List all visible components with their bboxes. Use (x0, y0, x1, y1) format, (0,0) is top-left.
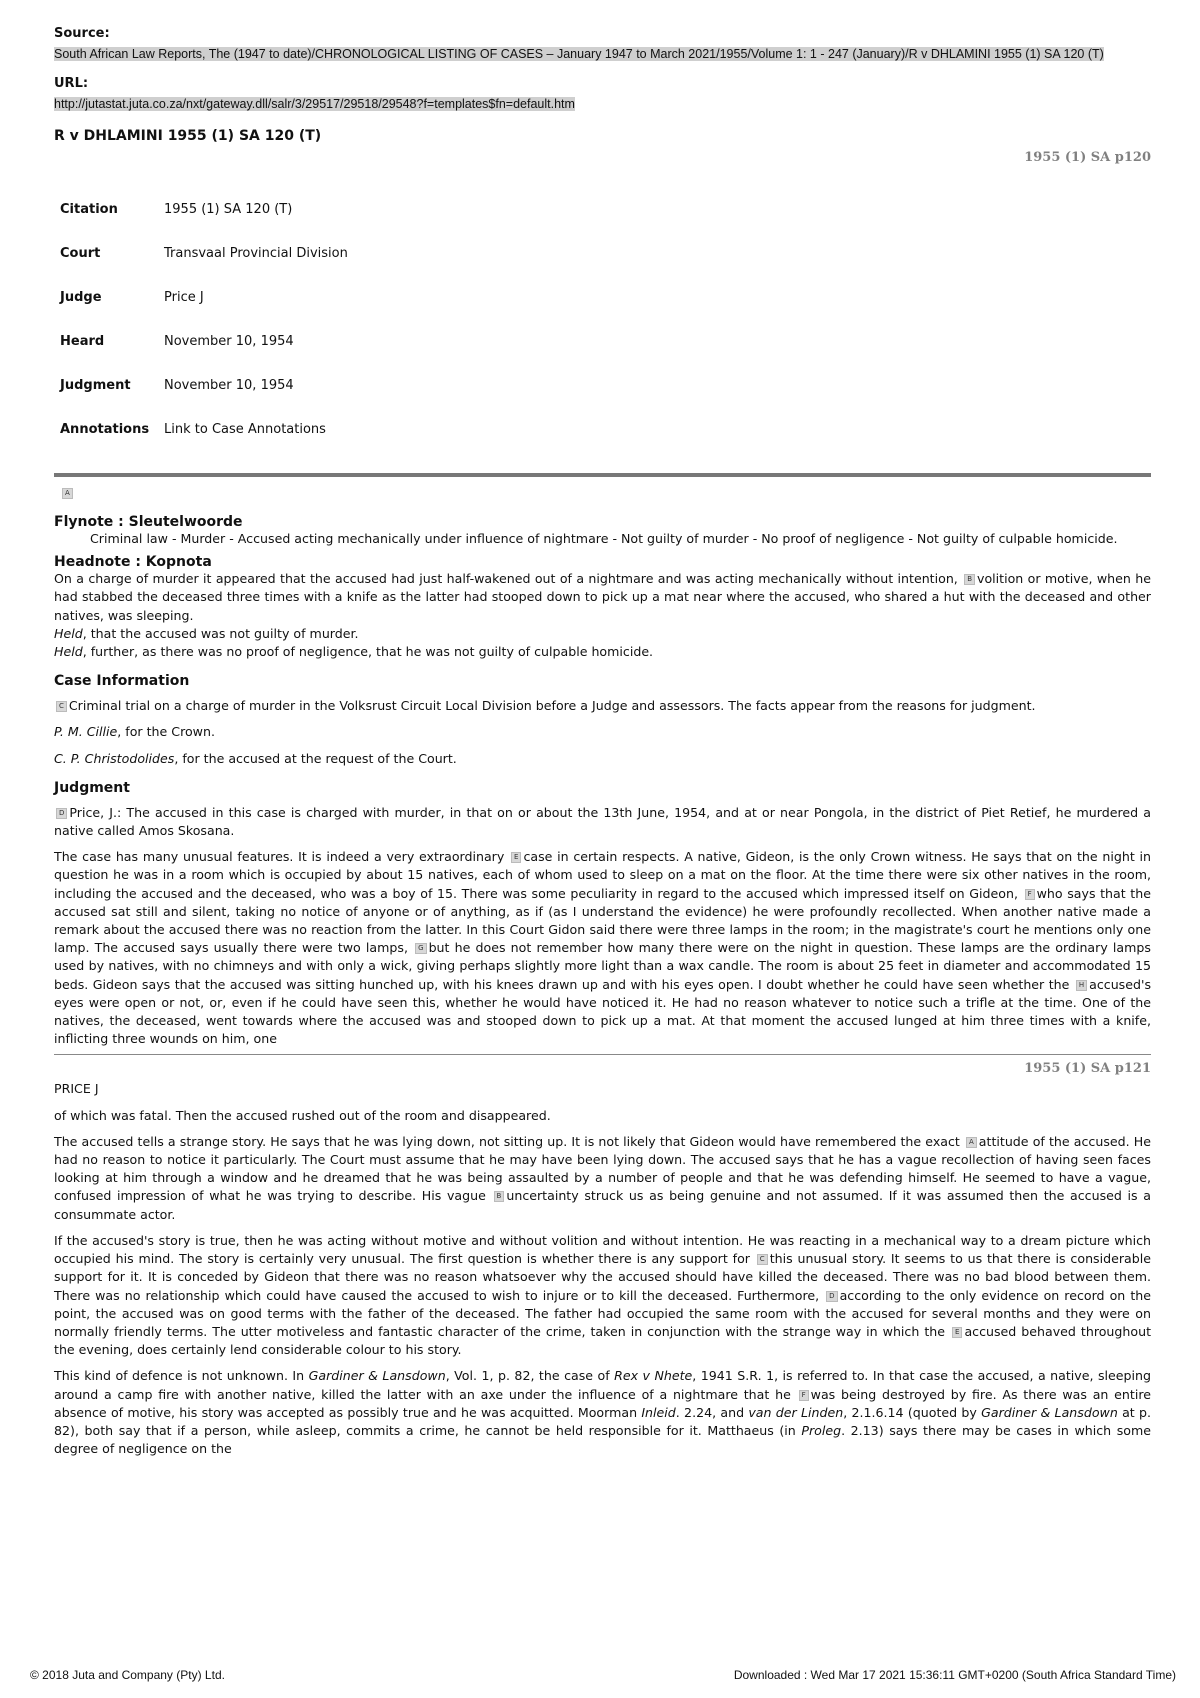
margin-letter: C (56, 701, 67, 712)
page-reference: 1955 (1) SA p120 (1024, 150, 1151, 165)
margin-letter: A (966, 1137, 977, 1148)
flynote-heading: Flynote : Sleutelwoorde (54, 514, 243, 530)
url-link[interactable]: http://jutastat.juta.co.za/nxt/gateway.dll/salr/3/29517/29518/29548?f=templates$fn=default.htm (54, 97, 575, 111)
meta-row (60, 407, 348, 451)
case-title: R v DHLAMINI 1955 (1) SA 120 (T) (54, 128, 322, 144)
meta-row (60, 187, 348, 231)
page-break-rule (54, 1054, 1151, 1055)
meta-key: Heard (60, 333, 105, 349)
source-label: Source: (54, 26, 110, 41)
headnote-heading: Headnote : Kopnota (54, 554, 212, 571)
margin-letter: E (511, 852, 521, 863)
flynote-text: Criminal law - Murder - Accused acting mechanically under influence of nightmare - Not guilty of murder - No proof of negligence - Not guilty of culpable homicide. (90, 531, 1118, 546)
meta-row (60, 231, 348, 275)
meta-value: 1955 (1) SA 120 (T) (164, 201, 293, 217)
judgment-paragraph: D Price, J.: The accused in this case is charged with murder, in that on or about the 13th June, 1954, and at or near Pongola, in the district of Piet Retief, he murdered a native called Amos Skosana. (54, 804, 1151, 839)
margin-letter: E (952, 1327, 962, 1338)
meta-row (60, 319, 348, 363)
headnote-text: On a charge of murder it appeared that the accused had just half-wakened out of a nightmare and was acting mechanically without intention, B volition or motive, when he had stabbed the deceased three times with a knife as the latter had stooped down to pick up a mat near where the accused, who shared a hut with the deceased and other natives, was sleeping. Held, that the accused was not guilty of murder. Held, further, as there was no proof of negligence, that he was not guilty of culpable homicide. (54, 571, 1151, 660)
document-page (54, 26, 1151, 1458)
margin-letter: F (799, 1390, 809, 1401)
meta-row (60, 275, 348, 319)
running-head: PRICE J (54, 1081, 99, 1097)
meta-value: Transvaal Provincial Division (164, 245, 348, 261)
meta-row (60, 363, 348, 407)
case-info-paragraph: C Criminal trial on a charge of murder in the Volksrust Circuit Local Division before a Judge and assessors. The facts appear from the reasons for judgment. (54, 697, 1151, 715)
judgment-paragraph: If the accused's story is true, then he was acting without motive and without volition and without intention. He was reacting in a mechanical way to a dream picture which occupied his mind. The story is certainly very unusual. The first question is whether there is any support for C this unusual story. It seems to us that there is considerable support for it. It is conceded by Gideon that there was no reason whatsoever why the accused should have killed the deceased. There was no bad blood between them. There was no relationship which could have caused the accused to wish to injure or to kill the deceased. Furthermore, D according to the only evidence on record on the point, the accused was on good terms with the father of the deceased. The father had occupied the same room with the accused for several months and they were on normally friendly terms. The utter motiveless and fantastic character of the crime, taken in conjunction with the strange way in which the E accused behaved throughout the evening, does certainly lend considerable colour to his story. (54, 1232, 1152, 1358)
margin-letter: B (494, 1191, 505, 1202)
margin-letter: H (1076, 980, 1087, 991)
source-path: South African Law Reports, The (1947 to date)/CHRONOLOGICAL LISTING OF CASES – January 1947 to March 2021/1955/Volume 1: 1 - 247 (January)/R v DHLAMINI 1955 (1) SA 120 (T) (54, 47, 1104, 61)
margin-letter: D (826, 1291, 837, 1302)
meta-key: Annotations (60, 421, 150, 437)
counsel-accused: C. P. Christodolides, for the accused at the request of the Court. (54, 750, 457, 766)
meta-key: Court (60, 245, 101, 261)
annotations-link[interactable]: Link to Case Annotations (164, 421, 326, 437)
url-label: URL: (54, 76, 89, 91)
meta-key: Citation (60, 201, 118, 217)
case-info-heading: Case Information (54, 673, 190, 690)
margin-letter: B (964, 574, 975, 585)
judgment-paragraph: The accused tells a strange story. He says that he was lying down, not sitting up. It is not likely that Gideon would have remembered the exact A attitude of the accused. He had no reason to notice it particularly. The Court must assume that he may have been lying down. The accused says that he has a vague recollection of having seen faces looking at him through a window and he dreamed that he was being assaulted by a number of people and that he was defending himself. He seemed to have a vague, confused impression of what he was trying to describe. His vague B uncertainty struck us as being genuine and not assumed. If it was assumed then the accused is a consummate actor. (54, 1133, 1151, 1222)
judgment-paragraph: This kind of defence is not unknown. In Gardiner & Lansdown, Vol. 1, p. 82, the case of Rex v Nhete, 1941 S.R. 1, is referred to. In that case the accused, a native, sleeping around a camp fire with another native, killed the latter with an axe under the influence of a nightmare that he F was being destroyed by fire. As there was an entire absence of motive, his story was accepted as possibly true and he was acquitted. Moorman Inleid. 2.24, and van der Linden, 2.1.6.14 (quoted by Gardiner & Lansdown at p. 82), both say that if a person, while asleep, commits a crime, he cannot be held responsible for it. Matthaeus (in Proleg. 2.13) says there may be cases in which some degree of negligence on the (54, 1368, 1152, 1457)
judgment-paragraph: of which was fatal. Then the accused rushed out of the room and disappeared. (54, 1107, 551, 1123)
margin-letter: F (1025, 889, 1035, 900)
meta-value: Price J (164, 289, 204, 305)
margin-letter: C (757, 1254, 768, 1265)
margin-letter: D (56, 808, 67, 819)
judgment-heading: Judgment (54, 779, 130, 796)
meta-key: Judge (60, 289, 102, 305)
counsel-crown: P. M. Cillie, for the Crown. (54, 724, 215, 740)
page-reference: 1955 (1) SA p121 (1024, 1061, 1151, 1077)
footer-copyright: © 2018 Juta and Company (Pty) Ltd. (30, 1668, 225, 1682)
meta-value: November 10, 1954 (164, 377, 294, 393)
section-divider (54, 473, 1151, 477)
case-metadata-table (60, 187, 348, 451)
judgment-paragraph: The case has many unusual features. It is indeed a very extraordinary E case in certain respects. A native, Gideon, is the only Crown witness. He says that on the night in question he was in a room which is occupied by about 15 natives, each of whom used to sleep on a mat on the floor. At the time there were six other natives in the room, including the accused and the deceased, who was a boy of 15. There was some peculiarity in regard to the accused which impressed itself on Gideon, F who says that the accused sat still and silent, taking no notice of anyone or of anything, as if (as I understand the evidence) he were profoundly recollected. When another native made a remark about the accused there was no reaction from the latter. In this Court Gidon said there were three lamps in the room; in the magistrate's court he mentions only one lamp. The accused says usually there were two lamps, G but he does not remember how many there were on the night in question. These lamps are the ordinary lamps used by natives, with no chimneys and with only a wick, giving perhaps slightly more light than a wax candle. The room is about 25 feet in diameter and accommodated 15 beds. Gideon says that the accused was sitting hunched up, with his knees drawn up and with his eyes open. I doubt whether he could have seen whether the H accused's eyes were open or not, or, even if he could have seen this, whether he would have noticed it. He had no reason whatever to notice such a trifle at the time. One of the natives, the deceased, went towards where the accused was and stooped down to pick up a mat. At that moment the accused lunged at him three times with a knife, inflicting three wounds on him, one (54, 849, 1151, 1047)
margin-letter: A (62, 488, 73, 499)
meta-value: November 10, 1954 (164, 333, 294, 349)
meta-key: Judgment (60, 377, 131, 393)
margin-letter: G (415, 943, 426, 954)
footer-downloaded: Downloaded : Wed Mar 17 2021 15:36:11 GMT+0200 (South Africa Standard Time) (733, 1668, 1176, 1682)
